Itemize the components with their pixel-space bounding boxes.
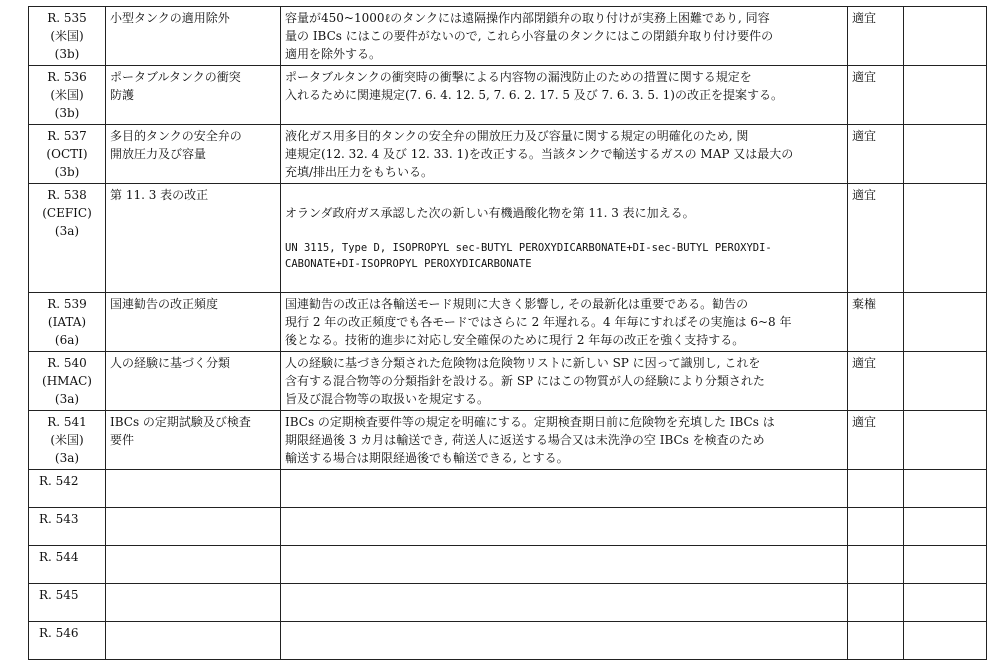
row-title: IBCs の定期試験及び検査 要件 — [106, 411, 281, 470]
table-row-empty — [29, 508, 987, 546]
row-number: R. 545 — [29, 584, 106, 622]
row-description: ポータブルタンクの衝突時の衝撃による内容物の漏洩防止のための措置に関する規定を 入れるために関連規定(7. 6. 4. 12. 5, 7. 6. 2. 17. 5 及び 7. 6. 3. 5. 1)の改正を提案する。 — [281, 66, 848, 125]
table-row — [29, 66, 987, 125]
row-action: 適宜 — [848, 352, 904, 411]
row-number: R. 542 — [29, 470, 106, 508]
row-description — [281, 622, 848, 660]
table-row-empty — [29, 546, 987, 584]
row-action — [848, 622, 904, 660]
table-row-empty — [29, 584, 987, 622]
row-remarks — [904, 411, 987, 470]
row-description — [281, 184, 848, 293]
table-row — [29, 293, 987, 352]
table-row-empty — [29, 622, 987, 660]
row-title — [106, 470, 281, 508]
row-number: R. 536 (米国) (3b) — [29, 66, 106, 125]
row-description: 液化ガス用多目的タンクの安全弁の開放圧力及び容量に関する規定の明確化のため, 関 連規定(12. 32. 4 及び 12. 33. 1)を改正する。当該タンクで輸送するガスの MAP 又は最大の 充填/排出圧力をもちいる。 — [281, 125, 848, 184]
row-description — [281, 508, 848, 546]
row-remarks — [904, 293, 987, 352]
row-remarks — [904, 125, 987, 184]
row-description-chemical: UN 3115, Type D, ISOPROPYL sec-BUTYL PEROXYDICARBONATE+DI-sec-BUTYL PEROXYDI- CABONATE+DI-ISOPROPYL PEROXYDICARBONATE — [285, 242, 772, 270]
row-number: R. 544 — [29, 546, 106, 584]
row-description-text: オランダ政府ガス承認した次の新しい有機過酸化物を第 11. 3 表に加える。 — [285, 206, 695, 220]
proposals-table — [28, 6, 987, 660]
row-remarks — [904, 546, 987, 584]
row-number: R. 543 — [29, 508, 106, 546]
row-number: R. 540 (HMAC) (3a) — [29, 352, 106, 411]
row-number: R. 539 (IATA) (6a) — [29, 293, 106, 352]
row-action — [848, 584, 904, 622]
table-row — [29, 7, 987, 66]
row-number: R. 537 (OCTI) (3b) — [29, 125, 106, 184]
row-description: 容量が450~1000ℓのタンクには遠隔操作内部閉鎖弁の取り付けが実務上困難であり, 同容 量の IBCs にはこの要件がないので, これら小容量のタンクにはこの閉鎖弁取り付け要件の 適用を除外する。 — [281, 7, 848, 66]
row-remarks — [904, 66, 987, 125]
row-description: IBCs の定期検査要件等の規定を明確にする。定期検査期日前に危険物を充填した IBCs は 期限経過後 3 カ月は輸送でき, 荷送人に返送する場合又は未洗浄の空 IBCs を検査のため 輸送する場合は期限経過後でも輸送できる, とする。 — [281, 411, 848, 470]
row-action: 適宜 — [848, 411, 904, 470]
table-row-empty — [29, 470, 987, 508]
row-title: 多目的タンクの安全弁の 開放圧力及び容量 — [106, 125, 281, 184]
row-title — [106, 584, 281, 622]
row-description — [281, 584, 848, 622]
row-action: 適宜 — [848, 66, 904, 125]
row-action: 棄権 — [848, 293, 904, 352]
row-number: R. 546 — [29, 622, 106, 660]
table-row — [29, 411, 987, 470]
row-action: 適宜 — [848, 184, 904, 293]
table-row — [29, 184, 987, 293]
table-row — [29, 125, 987, 184]
row-number: R. 535 (米国) (3b) — [29, 7, 106, 66]
row-number: R. 538 (CEFIC) (3a) — [29, 184, 106, 293]
row-remarks — [904, 622, 987, 660]
row-remarks — [904, 184, 987, 293]
row-description — [281, 546, 848, 584]
row-remarks — [904, 470, 987, 508]
row-title: 第 11. 3 表の改正 — [106, 184, 281, 293]
row-action — [848, 508, 904, 546]
row-action: 適宜 — [848, 125, 904, 184]
row-action — [848, 546, 904, 584]
table-row — [29, 352, 987, 411]
row-title: 人の経験に基づく分類 — [106, 352, 281, 411]
row-title: 小型タンクの適用除外 — [106, 7, 281, 66]
row-number: R. 541 (米国) (3a) — [29, 411, 106, 470]
row-remarks — [904, 352, 987, 411]
row-title — [106, 546, 281, 584]
row-description: 国連勧告の改正は各輸送モード規則に大きく影響し, その最新化は重要である。勧告の 現行 2 年の改正頻度でも各モードではさらに 2 年遅れる。4 年毎にすればその実施は 6~8 年 後となる。技術的進歩に対応し安全確保のために現行 2 年毎の改正を強く支持する。 — [281, 293, 848, 352]
row-remarks — [904, 508, 987, 546]
row-description: 人の経験に基づき分類された危険物は危険物リストに新しい SP に因って識別し, これを 含有する混合物等の分類指針を設ける。新 SP にはこの物質が人の経験により分類された 旨及び混合物等の取扱いを規定する。 — [281, 352, 848, 411]
row-remarks — [904, 7, 987, 66]
row-remarks — [904, 584, 987, 622]
row-title — [106, 508, 281, 546]
row-action: 適宜 — [848, 7, 904, 66]
row-title — [106, 622, 281, 660]
row-title: ポータブルタンクの衝突 防護 — [106, 66, 281, 125]
row-description — [281, 470, 848, 508]
row-title: 国連勧告の改正頻度 — [106, 293, 281, 352]
row-action — [848, 470, 904, 508]
